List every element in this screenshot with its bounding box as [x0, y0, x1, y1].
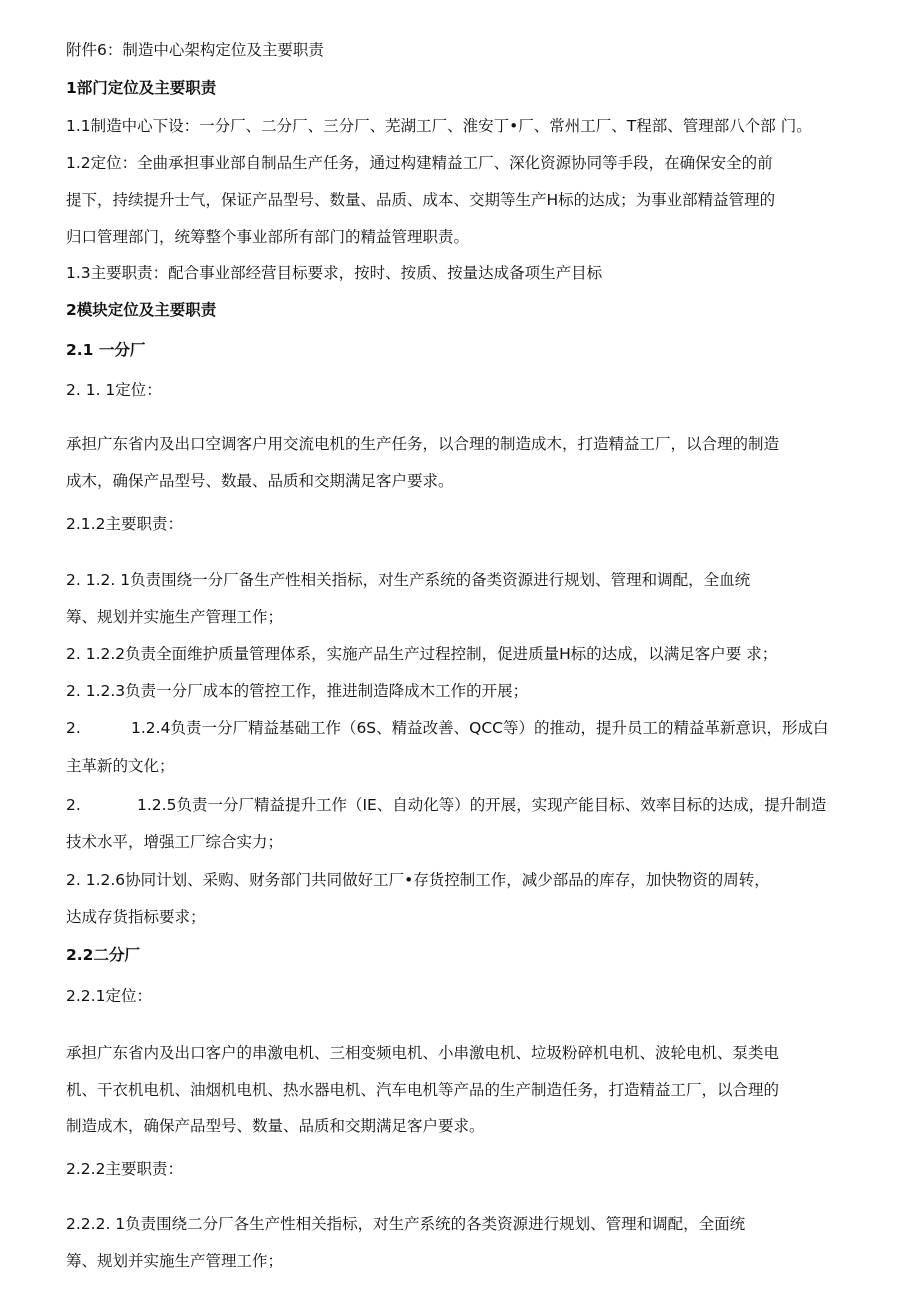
paragraph-1-3: 1.3主要职责：配合事业部经营目标要求，按时、按质、按量达成备项生产目标: [66, 264, 603, 282]
paragraph-2-1-2-5-line-1: 1.2.5负责一分厂精益提升工作（IE、自动化等）的开展，实现产能目标、效率目标的达成，提升制造: [137, 796, 827, 814]
paragraph-1-2-line-3: 归口管理部门，统筹整个事业部所有部门的精益管理职责。: [66, 228, 470, 246]
section-2-1-1-label: 2. 1. 1定位：: [66, 381, 162, 399]
paragraph-2-1-1-line-1: 承担广东省内及出口空调客户用交流电机的生产任务，以合理的制造成木，打造精益工厂，以合理的制造: [66, 435, 780, 453]
paragraph-2-1-2-5-number: 2.: [66, 796, 81, 814]
paragraph-2-2-2-1-line-2: 筹、规划并实施生产管理工作；: [66, 1252, 284, 1270]
section-2-2-1-label: 2.2.1定位：: [66, 987, 152, 1005]
paragraph-2-1-2-5-line-2: 技术水平，增强工厂综合实力；: [66, 833, 284, 851]
paragraph-1-2-line-2: 提下，持续提升士气，保证产品型号、数量、品质、成本、交期等生产H标的达成；为事业部精益管理的: [66, 191, 776, 209]
paragraph-2-1-2-6-line-1: 2. 1.2.6协同计划、采购、财务部门共同做好工厂•存货控制工作，减少部品的库存，加快物资的周转，: [66, 871, 770, 889]
paragraph-2-1-2-4-number: 2.: [66, 719, 81, 737]
paragraph-2-1-2-4-line-1: 1.2.4负责一分厂精益基础工作（6S、精益改善、QCC等）的推动，提升员工的精益革新意识，形成白: [131, 719, 829, 737]
section-2-2-2-label: 2.2.2主要职责：: [66, 1160, 183, 1178]
paragraph-2-1-2-1-line-1: 2. 1.2. 1负责围绕一分厂备生产性相关指标，对生产系统的备类资源进行规划、管理和调配，全血统: [66, 571, 751, 589]
paragraph-2-2-2-1-line-1: 2.2.2. 1负责围绕二分厂各生产性相关指标，对生产系统的各类资源进行规划、管理和调配，全面统: [66, 1215, 746, 1233]
section-2-2-heading: 2.2二分厂: [66, 946, 140, 964]
paragraph-2-1-2-2: 2. 1.2.2负责全面维护质量管理体系，实施产品生产过程控制，促进质量H标的达成，以满足客户要 求；: [66, 645, 778, 663]
paragraph-2-2-1-line-1: 承担广东省内及出口客户的串激电机、三相变频电机、小串激电机、垃圾粉碎机电机、波轮电机、泵类电: [66, 1044, 780, 1062]
paragraph-2-2-1-line-3: 制造成木，确保产品型号、数量、品质和交期满足客户要求。: [66, 1117, 485, 1135]
paragraph-2-1-2-6-line-2: 达成存货指标要求；: [66, 908, 206, 926]
section-2-1-2-label: 2.1.2主要职责：: [66, 515, 183, 533]
paragraph-1-2-line-1: 1.2定位：全曲承担事业部自制品生产任务，通过构建精益工厂、深化资源协同等手段，在确保安全的前: [66, 154, 773, 172]
paragraph-2-1-2-3: 2. 1.2.3负责一分厂成本的管控工作，推进制造降成木工作的开展；: [66, 682, 529, 700]
paragraph-2-1-1-line-2: 成木，确保产品型号、数最、品质和交期满足客户要求。: [66, 472, 454, 490]
paragraph-2-1-2-1-line-2: 筹、规划并实施生产管理工作；: [66, 608, 284, 626]
section-1-heading: 1部门定位及主要职责: [66, 79, 217, 97]
paragraph-1-1: 1.1制造中心下设：一分厂、二分厂、三分厂、芜湖工厂、淮安丁•厂、常州工厂、T程部、管理部八个部 门。: [66, 117, 812, 135]
paragraph-2-1-2-4-line-2: 主革新的文化；: [66, 757, 175, 775]
document-title: 附件6：制造中心架构定位及主要职责: [66, 41, 324, 59]
section-2-heading: 2模块定位及主要职责: [66, 301, 217, 319]
section-2-1-heading: 2.1 一分厂: [66, 341, 146, 359]
paragraph-2-2-1-line-2: 机、干衣机电机、油烟机电机、热水器电机、汽车电机等产品的生产制造任务，打造精益工厂，以合理的: [66, 1081, 780, 1099]
